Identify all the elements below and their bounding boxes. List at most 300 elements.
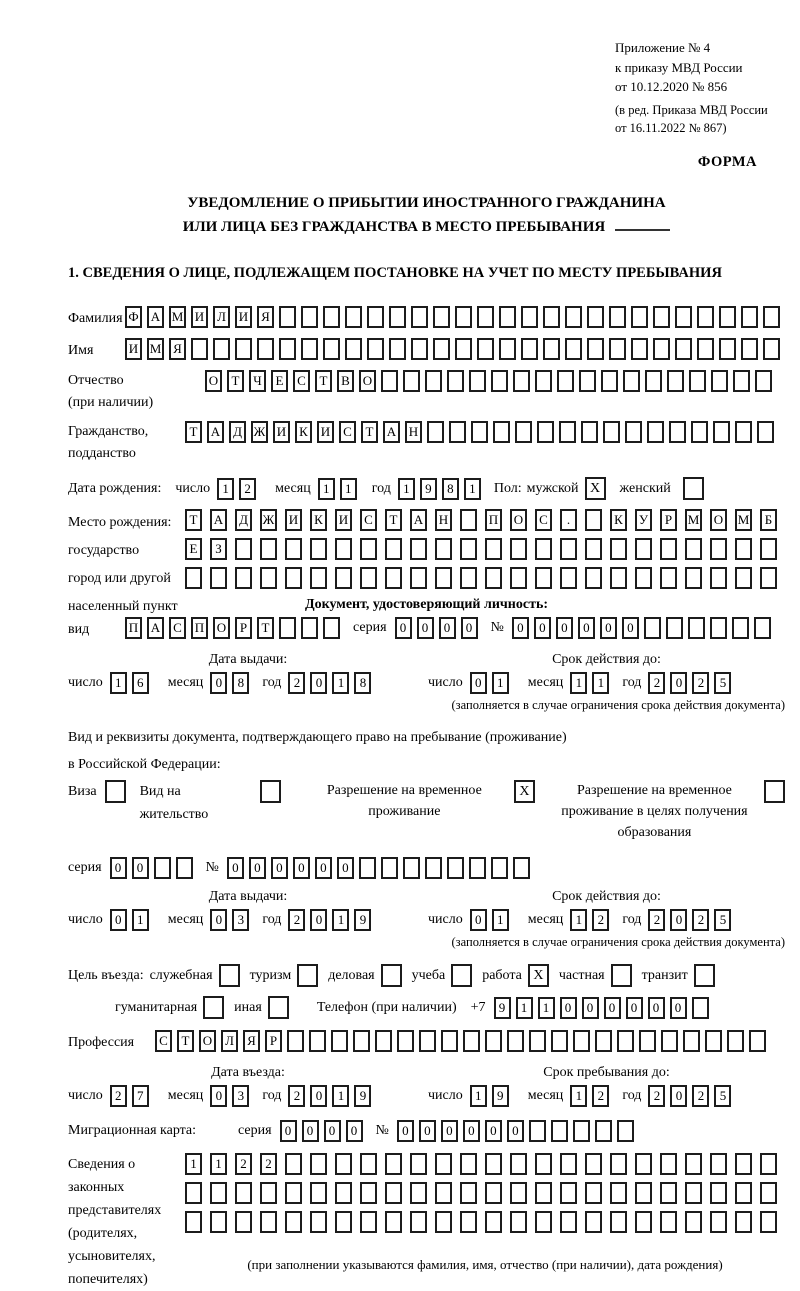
char-cell[interactable] (529, 1120, 546, 1142)
char-cell[interactable]: 0 (604, 997, 621, 1019)
char-cell[interactable]: 0 (310, 672, 327, 694)
gender-male-checkbox[interactable] (585, 477, 606, 500)
char-cell[interactable]: 0 (419, 1120, 436, 1142)
char-cell[interactable]: М (147, 338, 164, 360)
char-cell[interactable] (763, 306, 780, 328)
char-cell[interactable]: О (710, 509, 727, 531)
char-cell[interactable] (535, 1211, 552, 1233)
char-cell[interactable] (560, 1153, 577, 1175)
char-cell[interactable] (573, 1030, 590, 1052)
char-cell[interactable] (359, 857, 376, 879)
purpose-work-checkbox[interactable] (528, 964, 549, 987)
char-cell[interactable]: А (147, 306, 164, 328)
char-cell[interactable]: 9 (492, 1085, 509, 1107)
char-cell[interactable]: Л (221, 1030, 238, 1052)
char-cell[interactable] (460, 538, 477, 560)
char-cell[interactable]: М (685, 509, 702, 531)
char-cell[interactable]: И (273, 421, 290, 443)
char-cell[interactable] (403, 857, 420, 879)
char-cell[interactable] (310, 1153, 327, 1175)
char-cell[interactable]: 2 (648, 672, 665, 694)
char-cell[interactable] (603, 421, 620, 443)
char-cell[interactable] (710, 617, 727, 639)
char-cell[interactable] (331, 1030, 348, 1052)
char-cell[interactable]: 0 (249, 857, 266, 879)
char-cell[interactable]: 2 (692, 909, 709, 931)
char-cell[interactable] (493, 421, 510, 443)
char-cell[interactable]: 0 (210, 672, 227, 694)
checkbox-cell[interactable] (203, 996, 224, 1019)
char-cell[interactable]: 0 (600, 617, 617, 639)
char-cell[interactable] (210, 1182, 227, 1204)
char-cell[interactable]: 1 (470, 1085, 487, 1107)
char-cell[interactable] (710, 567, 727, 589)
char-cell[interactable] (760, 1211, 777, 1233)
char-cell[interactable] (685, 1182, 702, 1204)
char-cell[interactable] (710, 1182, 727, 1204)
char-cell[interactable]: О (359, 370, 376, 392)
char-cell[interactable] (610, 538, 627, 560)
char-cell[interactable]: 1 (570, 909, 587, 931)
char-cell[interactable] (735, 538, 752, 560)
char-cell[interactable] (510, 567, 527, 589)
char-cell[interactable] (185, 1211, 202, 1233)
char-cell[interactable] (367, 338, 384, 360)
char-cell[interactable] (279, 338, 296, 360)
char-cell[interactable]: 0 (280, 1120, 297, 1142)
char-cell[interactable]: 3 (232, 909, 249, 931)
char-cell[interactable] (499, 306, 516, 328)
char-cell[interactable]: 2 (288, 909, 305, 931)
char-cell[interactable] (595, 1030, 612, 1052)
char-cell[interactable] (260, 1182, 277, 1204)
purpose-private-checkbox[interactable] (611, 964, 632, 987)
char-cell[interactable] (760, 1182, 777, 1204)
char-cell[interactable] (513, 857, 530, 879)
char-cell[interactable] (345, 306, 362, 328)
char-cell[interactable] (335, 538, 352, 560)
purpose-commercial-checkbox[interactable] (381, 964, 402, 987)
char-cell[interactable]: 7 (132, 1085, 149, 1107)
char-cell[interactable]: 0 (534, 617, 551, 639)
char-cell[interactable] (381, 857, 398, 879)
char-cell[interactable] (257, 338, 274, 360)
char-cell[interactable]: 0 (110, 857, 127, 879)
char-cell[interactable]: 0 (578, 617, 595, 639)
char-cell[interactable] (727, 1030, 744, 1052)
char-cell[interactable]: И (285, 509, 302, 531)
char-cell[interactable] (623, 370, 640, 392)
char-cell[interactable] (435, 1211, 452, 1233)
char-cell[interactable] (469, 857, 486, 879)
char-cell[interactable]: 0 (670, 909, 687, 931)
char-cell[interactable] (543, 306, 560, 328)
char-cell[interactable]: И (125, 338, 142, 360)
char-cell[interactable] (610, 1211, 627, 1233)
char-cell[interactable] (323, 338, 340, 360)
char-cell[interactable]: Ч (249, 370, 266, 392)
char-cell[interactable] (521, 338, 538, 360)
char-cell[interactable]: 2 (592, 1085, 609, 1107)
char-cell[interactable]: 0 (315, 857, 332, 879)
char-cell[interactable]: 2 (592, 909, 609, 931)
char-cell[interactable] (635, 1153, 652, 1175)
char-cell[interactable] (735, 421, 752, 443)
char-cell[interactable] (381, 370, 398, 392)
char-cell[interactable] (310, 1211, 327, 1233)
char-cell[interactable] (560, 1182, 577, 1204)
char-cell[interactable] (260, 567, 277, 589)
char-cell[interactable] (535, 1153, 552, 1175)
char-cell[interactable] (485, 1182, 502, 1204)
char-cell[interactable]: 3 (232, 1085, 249, 1107)
char-cell[interactable]: 0 (441, 1120, 458, 1142)
char-cell[interactable] (675, 338, 692, 360)
char-cell[interactable] (585, 538, 602, 560)
char-cell[interactable]: О (205, 370, 222, 392)
char-cell[interactable]: 0 (337, 857, 354, 879)
char-cell[interactable] (360, 1153, 377, 1175)
char-cell[interactable]: Я (257, 306, 274, 328)
char-cell[interactable] (692, 997, 709, 1019)
char-cell[interactable] (499, 338, 516, 360)
char-cell[interactable] (697, 306, 714, 328)
char-cell[interactable] (754, 617, 771, 639)
char-cell[interactable]: 0 (227, 857, 244, 879)
char-cell[interactable] (560, 567, 577, 589)
char-cell[interactable]: Ж (260, 509, 277, 531)
char-cell[interactable] (529, 1030, 546, 1052)
char-cell[interactable] (154, 857, 171, 879)
char-cell[interactable]: 0 (302, 1120, 319, 1142)
char-cell[interactable]: 1 (592, 672, 609, 694)
char-cell[interactable]: Н (405, 421, 422, 443)
char-cell[interactable]: Л (213, 306, 230, 328)
char-cell[interactable] (585, 1182, 602, 1204)
char-cell[interactable] (285, 1153, 302, 1175)
checkbox-cell[interactable]: X (514, 780, 535, 803)
checkbox-cell[interactable] (683, 477, 704, 500)
char-cell[interactable]: 2 (288, 1085, 305, 1107)
char-cell[interactable] (760, 1153, 777, 1175)
char-cell[interactable]: 1 (210, 1153, 227, 1175)
char-cell[interactable] (635, 1182, 652, 1204)
checkbox-cell[interactable]: X (528, 964, 549, 987)
char-cell[interactable] (587, 338, 604, 360)
char-cell[interactable]: А (147, 617, 164, 639)
char-cell[interactable] (535, 538, 552, 560)
char-cell[interactable]: Я (243, 1030, 260, 1052)
char-cell[interactable] (213, 338, 230, 360)
char-cell[interactable]: 2 (288, 672, 305, 694)
char-cell[interactable] (585, 1211, 602, 1233)
char-cell[interactable]: 2 (692, 672, 709, 694)
char-cell[interactable]: Е (185, 538, 202, 560)
char-cell[interactable]: Т (185, 421, 202, 443)
char-cell[interactable]: 1 (492, 672, 509, 694)
char-cell[interactable]: Д (235, 509, 252, 531)
char-cell[interactable] (735, 567, 752, 589)
char-cell[interactable] (713, 421, 730, 443)
char-cell[interactable] (735, 1153, 752, 1175)
char-cell[interactable] (427, 421, 444, 443)
char-cell[interactable]: Т (385, 509, 402, 531)
char-cell[interactable] (176, 857, 193, 879)
char-cell[interactable]: 0 (648, 997, 665, 1019)
char-cell[interactable] (685, 1153, 702, 1175)
char-cell[interactable]: 1 (332, 672, 349, 694)
char-cell[interactable] (385, 1182, 402, 1204)
char-cell[interactable] (389, 338, 406, 360)
char-cell[interactable] (689, 370, 706, 392)
char-cell[interactable]: М (169, 306, 186, 328)
char-cell[interactable] (485, 1153, 502, 1175)
char-cell[interactable] (510, 1182, 527, 1204)
char-cell[interactable]: 0 (670, 672, 687, 694)
char-cell[interactable] (559, 421, 576, 443)
char-cell[interactable]: 0 (670, 1085, 687, 1107)
char-cell[interactable]: Р (235, 617, 252, 639)
char-cell[interactable] (235, 1182, 252, 1204)
char-cell[interactable] (335, 1153, 352, 1175)
char-cell[interactable]: И (317, 421, 334, 443)
char-cell[interactable]: 0 (461, 617, 478, 639)
char-cell[interactable] (667, 370, 684, 392)
char-cell[interactable] (760, 567, 777, 589)
char-cell[interactable] (585, 567, 602, 589)
char-cell[interactable] (403, 370, 420, 392)
char-cell[interactable] (685, 538, 702, 560)
char-cell[interactable]: О (510, 509, 527, 531)
char-cell[interactable]: Р (265, 1030, 282, 1052)
char-cell[interactable] (410, 1211, 427, 1233)
char-cell[interactable]: Ф (125, 306, 142, 328)
char-cell[interactable] (463, 1030, 480, 1052)
char-cell[interactable] (279, 617, 296, 639)
char-cell[interactable] (749, 1030, 766, 1052)
char-cell[interactable]: 9 (354, 1085, 371, 1107)
char-cell[interactable]: 2 (648, 1085, 665, 1107)
char-cell[interactable]: 2 (235, 1153, 252, 1175)
char-cell[interactable]: 0 (507, 1120, 524, 1142)
char-cell[interactable] (410, 538, 427, 560)
purpose-humanitarian-checkbox[interactable] (203, 996, 224, 1019)
char-cell[interactable] (661, 1030, 678, 1052)
char-cell[interactable] (460, 1182, 477, 1204)
char-cell[interactable] (460, 1153, 477, 1175)
char-cell[interactable]: 0 (560, 997, 577, 1019)
char-cell[interactable] (279, 306, 296, 328)
char-cell[interactable] (585, 509, 602, 531)
char-cell[interactable] (385, 567, 402, 589)
char-cell[interactable]: 9 (494, 997, 511, 1019)
char-cell[interactable] (691, 421, 708, 443)
checkbox-cell[interactable] (260, 780, 281, 803)
char-cell[interactable] (660, 538, 677, 560)
checkbox-cell[interactable] (764, 780, 785, 803)
char-cell[interactable] (310, 1182, 327, 1204)
purpose-study-checkbox[interactable] (451, 964, 472, 987)
char-cell[interactable]: 2 (239, 478, 256, 500)
char-cell[interactable] (755, 370, 772, 392)
char-cell[interactable] (385, 1153, 402, 1175)
purpose-transit-checkbox[interactable] (694, 964, 715, 987)
char-cell[interactable] (595, 1120, 612, 1142)
char-cell[interactable]: 1 (340, 478, 357, 500)
char-cell[interactable]: М (735, 509, 752, 531)
char-cell[interactable]: П (191, 617, 208, 639)
char-cell[interactable] (565, 306, 582, 328)
char-cell[interactable] (335, 1211, 352, 1233)
gender-female-checkbox[interactable] (683, 477, 704, 500)
char-cell[interactable] (485, 567, 502, 589)
char-cell[interactable] (385, 1211, 402, 1233)
char-cell[interactable]: 0 (470, 909, 487, 931)
char-cell[interactable] (235, 567, 252, 589)
char-cell[interactable]: 0 (670, 997, 687, 1019)
checkbox-cell[interactable]: X (585, 477, 606, 500)
char-cell[interactable] (741, 306, 758, 328)
char-cell[interactable] (360, 538, 377, 560)
char-cell[interactable]: У (635, 509, 652, 531)
char-cell[interactable] (433, 306, 450, 328)
char-cell[interactable]: С (360, 509, 377, 531)
char-cell[interactable] (471, 421, 488, 443)
char-cell[interactable]: 2 (648, 909, 665, 931)
char-cell[interactable]: Е (271, 370, 288, 392)
char-cell[interactable] (644, 617, 661, 639)
char-cell[interactable] (507, 1030, 524, 1052)
char-cell[interactable] (521, 306, 538, 328)
char-cell[interactable] (447, 370, 464, 392)
char-cell[interactable]: С (293, 370, 310, 392)
edu-residence-checkbox[interactable] (764, 780, 785, 803)
char-cell[interactable] (335, 1182, 352, 1204)
char-cell[interactable]: О (213, 617, 230, 639)
purpose-business-checkbox[interactable] (219, 964, 240, 987)
char-cell[interactable] (573, 1120, 590, 1142)
char-cell[interactable] (515, 421, 532, 443)
char-cell[interactable]: Т (227, 370, 244, 392)
char-cell[interactable] (360, 1182, 377, 1204)
char-cell[interactable]: 0 (293, 857, 310, 879)
char-cell[interactable]: 0 (512, 617, 529, 639)
char-cell[interactable] (485, 538, 502, 560)
char-cell[interactable] (433, 338, 450, 360)
char-cell[interactable]: 0 (470, 672, 487, 694)
char-cell[interactable] (543, 338, 560, 360)
char-cell[interactable] (587, 306, 604, 328)
char-cell[interactable]: Б (760, 509, 777, 531)
char-cell[interactable]: 1 (570, 672, 587, 694)
char-cell[interactable]: К (610, 509, 627, 531)
char-cell[interactable] (635, 1211, 652, 1233)
char-cell[interactable] (411, 306, 428, 328)
char-cell[interactable] (285, 1182, 302, 1204)
char-cell[interactable] (710, 1153, 727, 1175)
checkbox-cell[interactable] (381, 964, 402, 987)
char-cell[interactable] (581, 421, 598, 443)
char-cell[interactable]: Т (177, 1030, 194, 1052)
char-cell[interactable] (260, 538, 277, 560)
char-cell[interactable]: 0 (556, 617, 573, 639)
char-cell[interactable] (647, 421, 664, 443)
char-cell[interactable] (660, 1153, 677, 1175)
char-cell[interactable] (631, 338, 648, 360)
char-cell[interactable] (675, 306, 692, 328)
char-cell[interactable]: 0 (582, 997, 599, 1019)
char-cell[interactable] (688, 617, 705, 639)
char-cell[interactable] (551, 1120, 568, 1142)
char-cell[interactable] (732, 617, 749, 639)
char-cell[interactable]: 1 (464, 478, 481, 500)
char-cell[interactable]: З (210, 538, 227, 560)
char-cell[interactable] (301, 617, 318, 639)
char-cell[interactable] (460, 567, 477, 589)
char-cell[interactable] (335, 567, 352, 589)
char-cell[interactable]: П (485, 509, 502, 531)
char-cell[interactable] (345, 338, 362, 360)
char-cell[interactable] (711, 370, 728, 392)
char-cell[interactable]: 2 (260, 1153, 277, 1175)
char-cell[interactable] (210, 1211, 227, 1233)
char-cell[interactable]: 1 (516, 997, 533, 1019)
char-cell[interactable]: С (535, 509, 552, 531)
char-cell[interactable]: О (199, 1030, 216, 1052)
char-cell[interactable]: Т (257, 617, 274, 639)
char-cell[interactable] (491, 370, 508, 392)
char-cell[interactable] (491, 857, 508, 879)
char-cell[interactable] (323, 306, 340, 328)
char-cell[interactable] (625, 421, 642, 443)
checkbox-cell[interactable] (611, 964, 632, 987)
temp-residence-checkbox[interactable] (514, 780, 535, 803)
char-cell[interactable] (645, 370, 662, 392)
char-cell[interactable]: 0 (110, 909, 127, 931)
char-cell[interactable] (477, 306, 494, 328)
char-cell[interactable] (609, 338, 626, 360)
char-cell[interactable]: 0 (439, 617, 456, 639)
char-cell[interactable] (435, 538, 452, 560)
char-cell[interactable] (653, 338, 670, 360)
char-cell[interactable]: 1 (492, 909, 509, 931)
char-cell[interactable]: 1 (538, 997, 555, 1019)
char-cell[interactable]: 0 (395, 617, 412, 639)
char-cell[interactable] (710, 1211, 727, 1233)
char-cell[interactable]: 1 (398, 478, 415, 500)
char-cell[interactable]: А (207, 421, 224, 443)
checkbox-cell[interactable] (297, 964, 318, 987)
char-cell[interactable]: 0 (397, 1120, 414, 1142)
char-cell[interactable] (285, 1211, 302, 1233)
char-cell[interactable]: А (210, 509, 227, 531)
char-cell[interactable]: 8 (354, 672, 371, 694)
char-cell[interactable] (760, 538, 777, 560)
char-cell[interactable]: 8 (232, 672, 249, 694)
checkbox-cell[interactable] (268, 996, 289, 1019)
char-cell[interactable]: 5 (714, 672, 731, 694)
char-cell[interactable] (639, 1030, 656, 1052)
char-cell[interactable]: Д (229, 421, 246, 443)
char-cell[interactable] (763, 338, 780, 360)
char-cell[interactable]: Р (660, 509, 677, 531)
char-cell[interactable] (513, 370, 530, 392)
char-cell[interactable] (510, 1211, 527, 1233)
char-cell[interactable] (360, 567, 377, 589)
char-cell[interactable] (557, 370, 574, 392)
char-cell[interactable]: 1 (570, 1085, 587, 1107)
char-cell[interactable] (185, 1182, 202, 1204)
